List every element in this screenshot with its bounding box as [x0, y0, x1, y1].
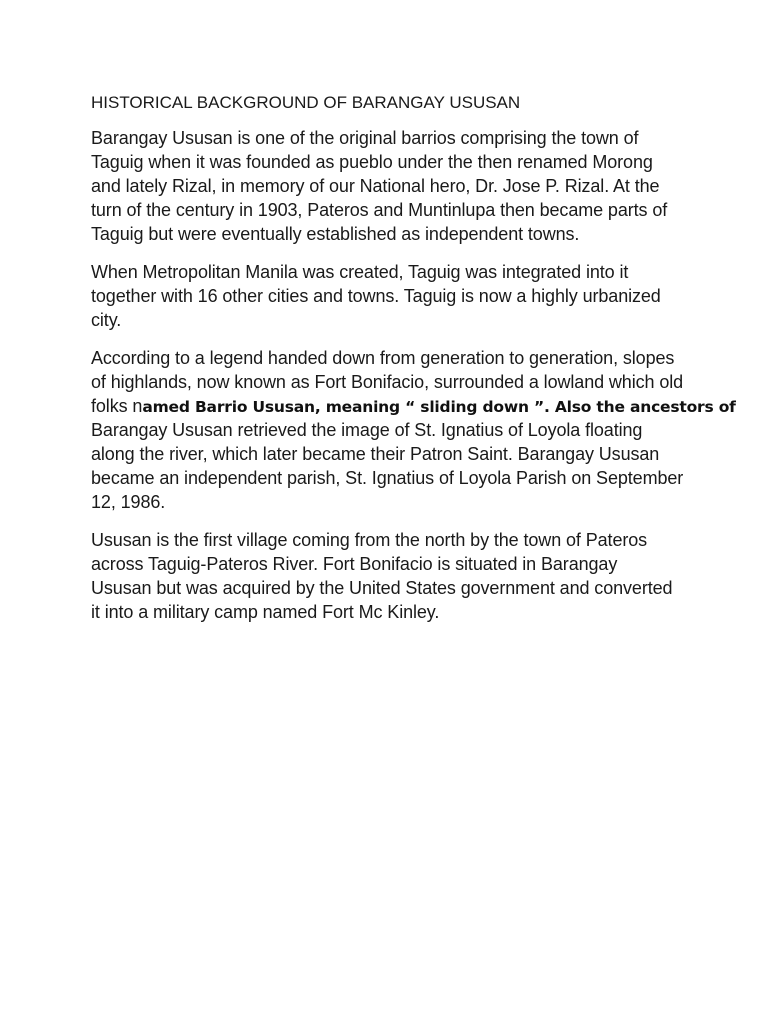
text-line: turn of the century in 1903, Pateros and Muntinlupa then became parts of [91, 200, 668, 220]
paragraph-4 [91, 528, 731, 624]
text-line: Ususan but was acquired by the United States government and converted [91, 578, 673, 598]
paragraph-3 [91, 346, 736, 514]
paragraph-2 [91, 260, 731, 332]
text-line: of highlands, now known as Fort Bonifacio, surrounded a lowland which old [91, 372, 684, 392]
document-page [91, 91, 736, 638]
text-line: 12, 1986. [91, 492, 166, 512]
text-line: across Taguig-Pateros River. Fort Bonifacio is situated in Barangay [91, 554, 618, 574]
text-normal: folks n [91, 396, 143, 416]
text-line: city. [91, 310, 122, 330]
text-line: Taguig when it was founded as pueblo under the then renamed Morong [91, 152, 653, 172]
text-line: together with 16 other cities and towns. Taguig is now a highly urbanized [91, 286, 661, 306]
text-line: became an independent parish, St. Ignatius of Loyola Parish on September [91, 468, 684, 488]
text-line: Ususan is the first village coming from the north by the town of Pateros [91, 530, 648, 550]
text-line: and lately Rizal, in memory of our National hero, Dr. Jose P. Rizal. At the [91, 176, 660, 196]
text-line: Taguig but were eventually established as independent towns. [91, 224, 580, 244]
text-line: Barangay Ususan is one of the original barrios comprising the town of [91, 128, 639, 148]
text-line: When Metropolitan Manila was created, Taguig was integrated into it [91, 262, 629, 282]
text-line: along the river, which later became their Patron Saint. Barangay Ususan [91, 444, 660, 464]
text-line: it into a military camp named Fort Mc Kinley. [91, 602, 440, 622]
text-line: According to a legend handed down from generation to generation, slopes [91, 348, 675, 368]
document-title: HISTORICAL BACKGROUND OF BARANGAY USUSAN [91, 93, 521, 112]
paragraph-1 [91, 126, 731, 246]
text-line-mixed [91, 394, 736, 418]
text-line: Barangay Ususan retrieved the image of St. Ignatius of Loyola floating [91, 420, 643, 440]
text-bold: amed Barrio Ususan, meaning “ sliding down ”. Also the ancestors of [142, 398, 736, 416]
